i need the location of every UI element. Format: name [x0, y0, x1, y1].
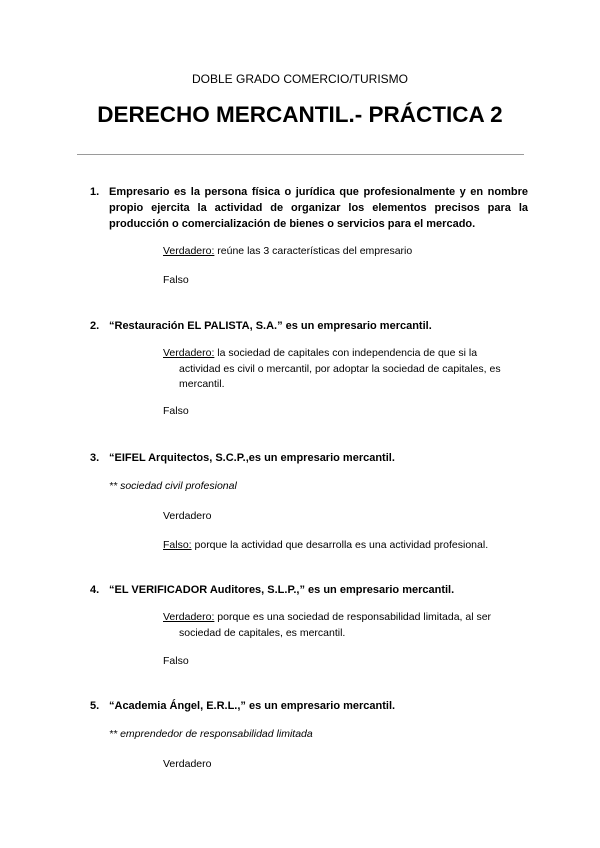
header-divider	[77, 154, 524, 155]
option-label: Verdadero:	[163, 611, 215, 623]
question-5-option-true	[163, 757, 518, 773]
question-1-option-false	[163, 273, 518, 289]
question-text: “Academia Ángel, E.R.L.,” es un empresario mercantil.	[109, 700, 396, 712]
question-3-option-true	[163, 509, 518, 525]
document-title: DERECHO MERCANTIL.- PRÁCTICA 2	[97, 102, 503, 127]
question-text: “EL VERIFICADOR Auditores, S.L.P.,” es un empresario mercantil.	[109, 584, 455, 596]
option-text: porque la actividad que desarrolla es una actividad profesional.	[191, 539, 489, 551]
option-label: Falso	[163, 274, 189, 286]
question-3-note: ** sociedad civil profesional	[109, 480, 237, 492]
question-2-option-false	[163, 404, 518, 420]
option-label: Verdadero:	[163, 347, 215, 359]
option-text: reúne las 3 características del empresario	[214, 245, 413, 257]
option-text: porque es una sociedad de responsabilidad limitada, al ser	[214, 611, 492, 623]
question-4	[90, 582, 528, 598]
option-label: Falso	[163, 655, 189, 667]
question-5-note: ** emprendedor de responsabilidad limitada	[109, 728, 313, 740]
option-label: Falso	[163, 405, 189, 417]
question-2-option-true	[163, 346, 518, 393]
question-number: 1.	[90, 186, 100, 198]
question-number: 4.	[90, 584, 100, 596]
question-text: “Restauración EL PALISTA, S.A.” es un empresario mercantil.	[109, 320, 432, 332]
question-2	[90, 318, 528, 334]
question-4-option-true	[163, 610, 518, 641]
question-3-option-false	[163, 538, 518, 554]
question-number: 5.	[90, 700, 100, 712]
question-1	[90, 184, 528, 232]
question-text: Empresario es la persona física o jurídica que profesionalmente y en nombre propio ejercita la actividad de organizar los elementos precisos para la producción o comercialización de bienes o servicios para el mercado.	[109, 186, 528, 230]
document-subtitle: DOBLE GRADO COMERCIO/TURISMO	[191, 72, 409, 86]
question-text: “EIFEL Arquitectos, S.C.P.,es un empresario mercantil.	[109, 452, 395, 464]
question-number: 2.	[90, 320, 100, 332]
question-number: 3.	[90, 452, 100, 464]
question-5	[90, 698, 528, 714]
option-label: Verdadero	[163, 510, 212, 522]
option-label: Verdadero	[163, 758, 212, 770]
option-continuation: sociedad de capitales, es mercantil.	[179, 626, 346, 639]
option-label: Falso:	[163, 539, 192, 551]
option-label: Verdadero:	[163, 245, 215, 257]
question-3	[90, 450, 528, 466]
option-continuation: actividad es civil o mercantil, por adoptar la sociedad de capitales, es mercantil.	[179, 362, 501, 390]
question-1-option-true	[163, 244, 518, 260]
question-4-option-false	[163, 654, 518, 670]
option-text: la sociedad de capitales con independencia de que si la	[214, 347, 478, 359]
